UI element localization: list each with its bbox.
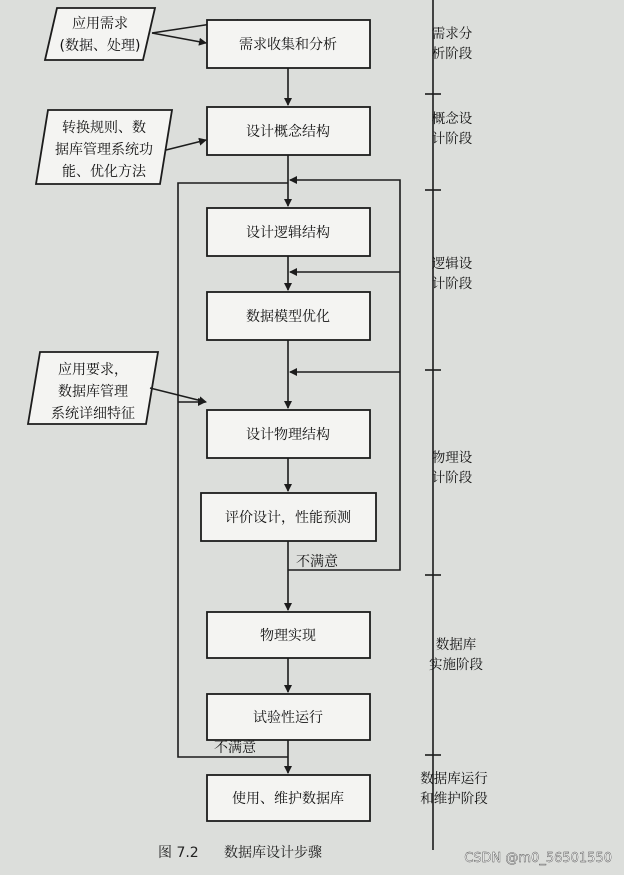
input-arrow-1 (152, 33, 206, 43)
step-use-maintain-label: 使用、维护数据库 (232, 791, 344, 807)
figure-number: 图 7.2 (158, 845, 199, 861)
input-app-needs-line2: (数据、处理) (59, 38, 141, 54)
input-app-needs (45, 8, 155, 60)
stage-implementation-line2: 实施阶段 (429, 657, 483, 673)
step-requirements-analysis-label: 需求收集和分析 (239, 37, 337, 53)
input-app-requirements-line3: 系统详细特征 (51, 406, 135, 422)
step-evaluate-design (201, 493, 376, 541)
input-conversion-rules-line2: 据库管理系统功 (55, 142, 153, 158)
step-conceptual-design (207, 107, 370, 155)
step-evaluate-design-label: 评价设计，性能预测 (225, 510, 351, 526)
unsatisfied-label-2: 不满意 (214, 740, 256, 756)
step-logical-design (207, 208, 370, 256)
input-conversion-rules-line3: 能、优化方法 (62, 164, 146, 180)
stage-logical-line2: 计阶段 (431, 276, 473, 292)
stage-requirements-line1: 需求分 (431, 26, 473, 42)
step-physical-design (207, 410, 370, 458)
input-conversion-rules (36, 110, 172, 184)
step-model-optimization-label: 数据模型优化 (246, 309, 330, 325)
step-conceptual-design-label: 设计概念结构 (246, 124, 330, 140)
stage-operation-line2: 和维护阶段 (420, 791, 488, 807)
step-trial-run (207, 694, 370, 740)
stage-conceptual-line1: 概念设 (431, 111, 473, 127)
input-arrow-2 (166, 140, 206, 150)
step-model-optimization (207, 292, 370, 340)
feedback-loop-left (178, 183, 288, 757)
step-requirements-analysis (207, 20, 370, 68)
input-app-requirements-line1: 应用要求， (58, 362, 128, 378)
input-app-requirements-line2: 数据库管理 (58, 384, 128, 400)
csdn-watermark: CSDN @m0_56501550 (464, 851, 612, 866)
stage-operation-line1: 数据库运行 (420, 771, 488, 787)
figure-title: 数据库设计步骤 (224, 845, 322, 861)
step-use-maintain (207, 775, 370, 821)
stage-logical-line1: 逻辑设 (431, 256, 473, 272)
stage-physical-line1: 物理设 (431, 450, 473, 466)
step-physical-implementation-label: 物理实现 (260, 628, 316, 644)
step-logical-design-label: 设计逻辑结构 (246, 225, 330, 241)
stage-conceptual-line2: 计阶段 (431, 131, 473, 147)
unsatisfied-label-1: 不满意 (296, 554, 338, 570)
step-trial-run-label: 试验性运行 (253, 710, 323, 726)
input-conversion-rules-line1: 转换规则、数 (62, 120, 146, 136)
stage-implementation-line1: 数据库 (435, 637, 477, 653)
input-app-requirements (28, 352, 158, 424)
step-physical-implementation (207, 612, 370, 658)
step-physical-design-label: 设计物理结构 (246, 427, 330, 443)
stage-requirements-line2: 析阶段 (431, 46, 473, 62)
stage-physical-line2: 计阶段 (431, 470, 473, 486)
input-app-needs-line1: 应用需求 (72, 16, 128, 32)
